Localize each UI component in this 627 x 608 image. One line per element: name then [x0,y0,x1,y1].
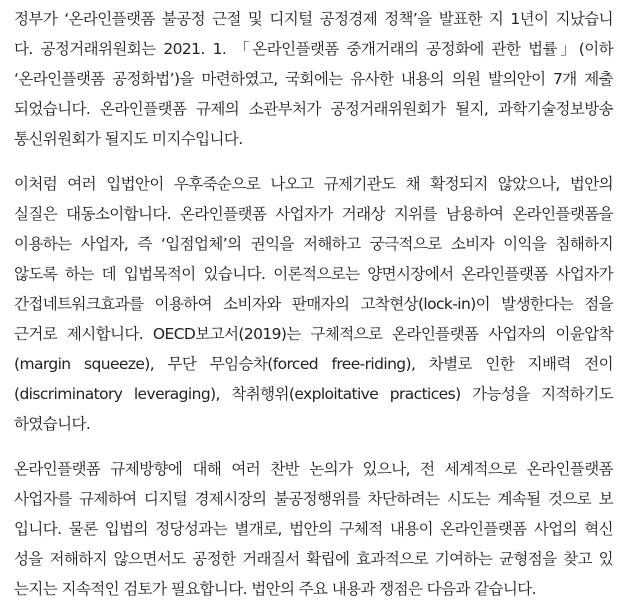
text-line: 실질은 대동소이합니다. 온라인플랫폼 사업자가 거래상 지위를 남용하여 온라인플랫폼을 [14,205,613,223]
paragraph-1 [14,4,613,154]
text-line: 입니다. 물론 입법의 정당성과는 별개로, 법안의 구체적 내용이 온라인플랫폼 사업의 혁신 [14,520,613,538]
text-line: 온라인플랫폼 규제방향에 대해 여러 찬반 논의가 있으나, 전 세계적으로 온라인플랫폼 [14,460,613,478]
text-line: 되었습니다. 온라인플랫폼 규제의 소관부처가 공정거래위원회가 될지, 과학기술정보방송 [14,100,613,118]
text-line: 정부가 ‘온라인플랫폼 불공정 근절 및 디지털 공정경제 정책’을 발표한 지 1년이 지났습니 [14,10,613,28]
text-line: 간접네트워크효과를 이용하여 소비자와 판매자의 고착현상(lock-in)이 발생한다는 점을 [14,295,613,313]
text-line: 하였습니다. [14,415,91,433]
text-line: 이용하는 사업자, 즉 ‘입점업체’의 권익을 저해하고 궁극적으로 소비자 이익을 침해하지 [14,235,613,253]
text-line: 는지는 지속적인 검토가 필요합니다. 법안의 주요 내용과 쟁점은 다음과 같습니다. [14,580,536,598]
text-line: 이처럼 여러 입법안이 우후죽순으로 나오고 규제기관도 채 확정되지 않았으나, 법안의 [14,175,613,193]
text-line: ‘온라인플랫폼 공정화법’)을 마련하였고, 국회에는 유사한 내용의 의원 발의안이 7개 제출 [14,70,613,88]
text-line: (discriminatory leveraging), 착취행위(exploitative practices) 가능성을 지적하기도 [14,385,613,403]
text-line: 사업자를 규제하여 디지털 경제시장의 불공정행위를 차단하려는 시도는 계속될 것으로 보 [14,490,613,508]
paragraph-2 [14,169,613,439]
text-line: 성을 저해하지 않으면서도 공정한 거래질서 확립에 효과적으로 기여하는 균형점을 찾고 있 [14,550,613,568]
text-line: (margin squeeze), 무단 무임승차(forced free-riding), 차별로 인한 지배력 전이 [14,355,613,373]
text-line: 통신위원회가 될지도 미지수입니다. [14,130,243,148]
text-line: 않도록 하는 데 입법목적이 있습니다. 이론적으로는 양면시장에서 온라인플랫폼 사업자가 [14,265,613,283]
text-line: 근거로 제시합니다. OECD보고서(2019)는 구체적으로 온라인플랫폼 사업자의 이윤압착 [14,325,613,343]
paragraph-3 [14,454,613,604]
text-line: 다. 공정거래위원회는 2021. 1. 「온라인플랫폼 중개거래의 공정화에 관한 법률」(이하 [14,40,613,58]
